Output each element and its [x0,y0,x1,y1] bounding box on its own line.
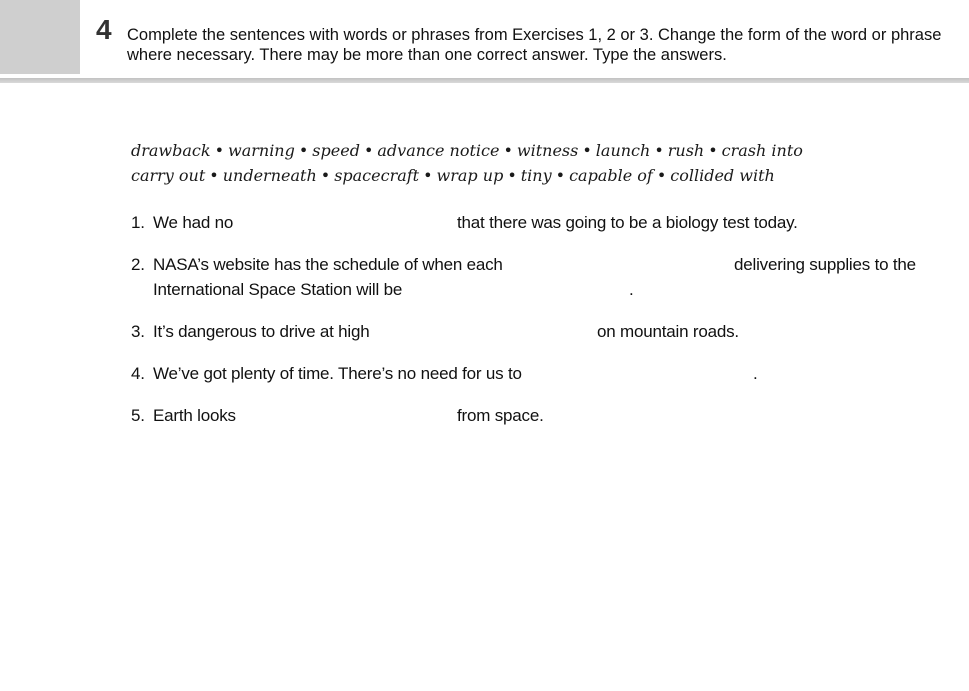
question-text-after: delivering supplies to the [734,255,916,274]
answer-input-3[interactable] [384,320,590,342]
question-text-end: . [753,364,758,383]
answer-input-2b[interactable] [416,278,622,300]
bullet-separator: • [214,141,224,160]
bullet-separator: • [507,166,517,185]
word-item: speed [312,141,360,160]
bullet-separator: • [423,166,433,185]
answer-input-2a[interactable] [523,253,729,275]
bullet-separator: • [582,141,592,160]
word-item: warning [228,141,295,160]
bullet-separator: • [320,166,331,185]
question-number: 5. [131,406,145,425]
question-text-before: Earth looks [153,406,236,425]
question-4 [131,361,931,386]
question-text-end: . [629,280,634,299]
word-item: drawback [131,141,211,160]
word-item: rush [667,141,705,160]
word-item: crash into [721,141,803,160]
bullet-separator: • [656,166,667,185]
question-number: 2. [131,255,145,274]
question-number: 3. [131,322,145,341]
exercise-header [0,0,969,80]
bullet-separator: • [503,141,513,160]
bullet-separator: • [363,141,374,160]
question-number: 4. [131,364,145,383]
word-item: launch [595,141,651,160]
word-item: witness [516,141,579,160]
question-text-before: NASA’s website has the schedule of when each [153,255,503,274]
bullet-separator: • [298,141,309,160]
word-item: capable of [569,166,653,185]
word-item: wrap up [436,166,504,185]
question-1 [131,210,931,235]
question-text-before: We’ve got plenty of time. There’s no need for us to [153,364,522,383]
word-item: collided with [670,166,775,185]
word-item: tiny [520,166,552,185]
header-divider [0,78,969,83]
word-bank-line-1 [131,138,911,163]
header-accent-block [0,0,80,74]
question-text-before: It’s dangerous to drive at high [153,322,370,341]
question-text-line2: International Space Station will be [153,280,403,299]
question-5 [131,403,931,428]
bullet-separator: • [654,141,664,160]
word-bank-line-2 [131,163,911,188]
bullet-separator: • [555,166,566,185]
word-item: spacecraft [334,166,420,185]
question-2 [131,252,931,302]
exercise-instructions: Complete the sentences with words or phrases from Exercises 1, 2 or 3. Change the form of the word or phrase where necessary. There may be more than one correct answer. Type the answers. [127,26,942,64]
word-item: advance notice [377,141,500,160]
question-text-after: that there was going to be a biology test today. [457,213,798,232]
question-text-after: on mountain roads. [597,322,739,341]
answer-input-1[interactable] [243,211,449,233]
exercise-number: 4 [96,14,112,45]
question-text-after: from space. [457,406,544,425]
question-3 [131,319,931,344]
word-item: underneath [222,166,317,185]
bullet-separator: • [708,141,718,160]
question-text-before: We had no [153,213,234,232]
bullet-separator: • [209,166,219,185]
word-bank [131,138,911,188]
word-item: carry out [131,166,206,185]
question-number: 1. [131,213,145,232]
answer-input-5[interactable] [244,404,450,426]
answer-input-4[interactable] [541,362,747,384]
